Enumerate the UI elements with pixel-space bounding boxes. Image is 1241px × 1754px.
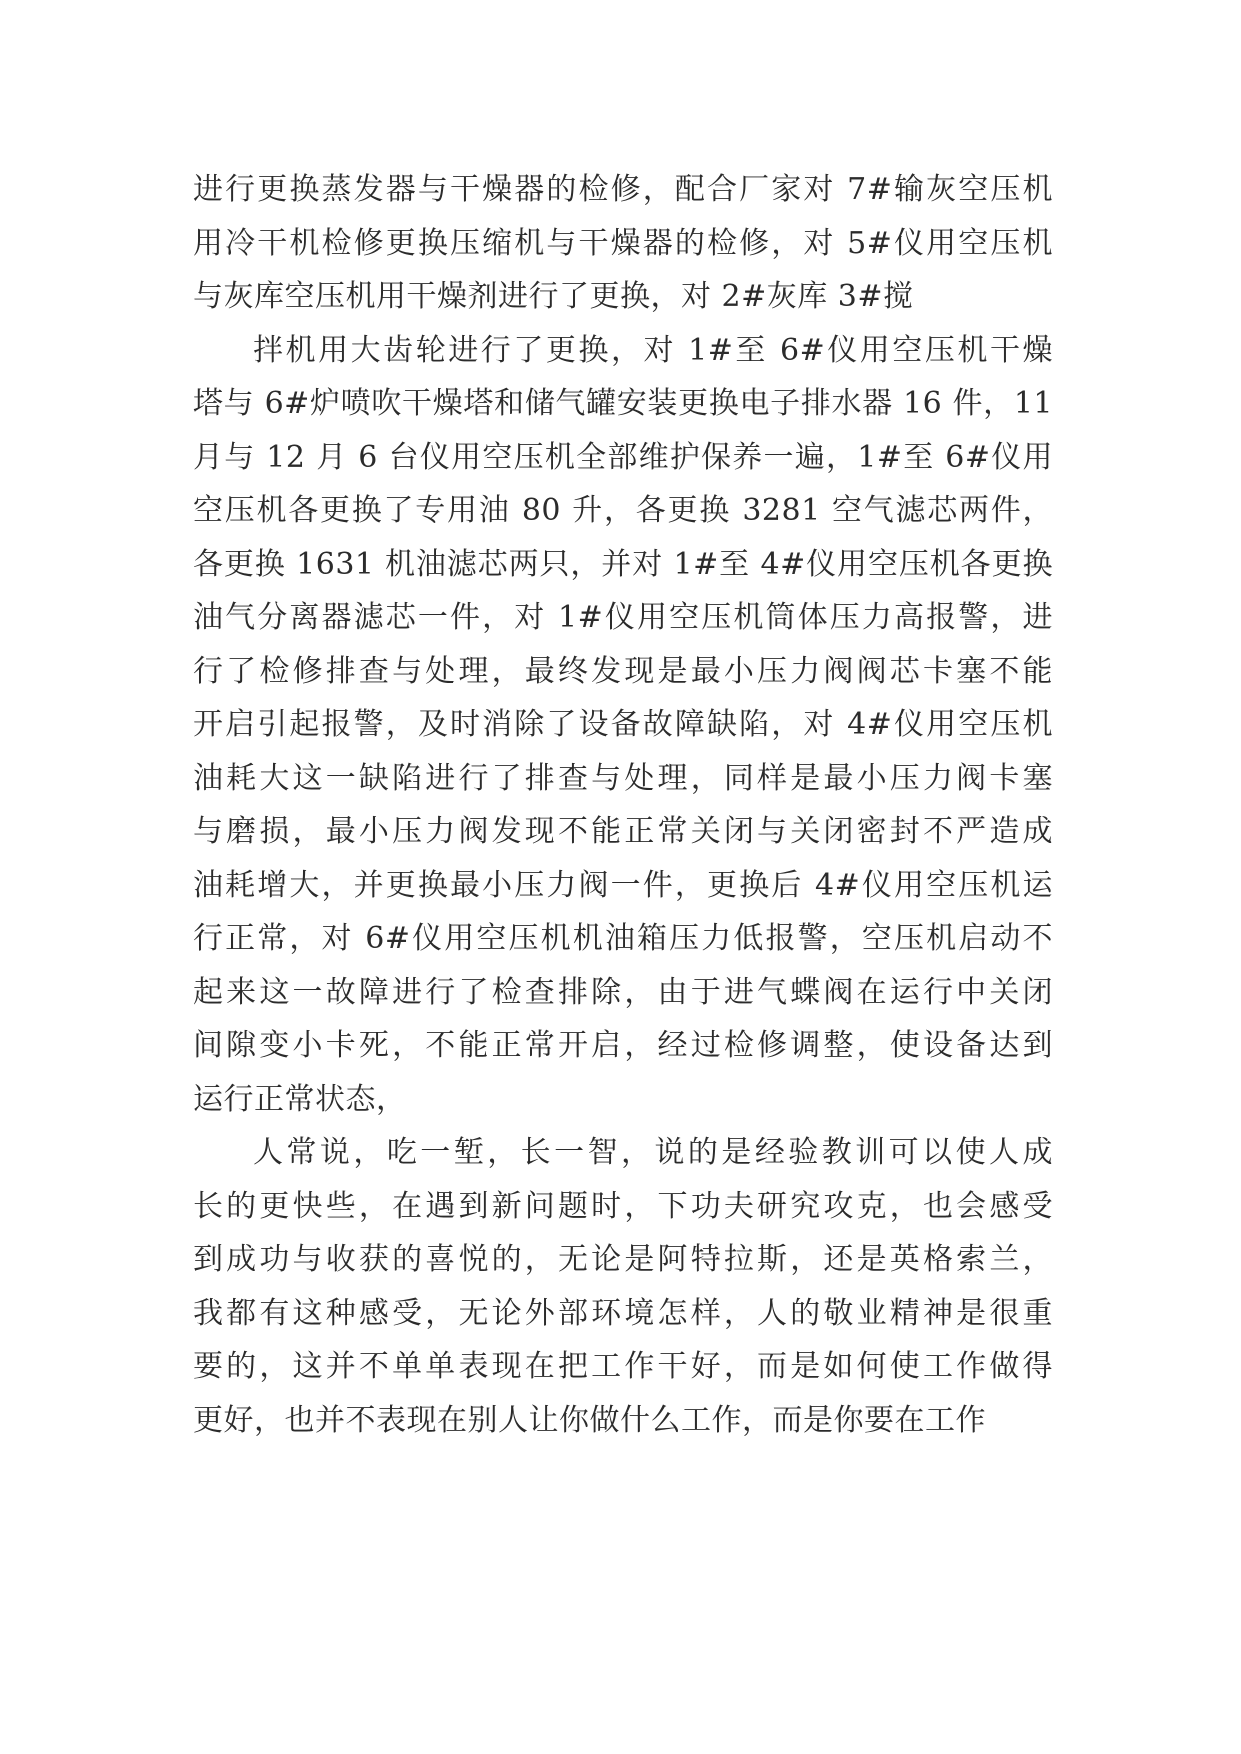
text-line: 我都有这种感受，无论外部环境怎样，人的敬业精神是很重 bbox=[193, 1295, 1053, 1331]
text-line: 用冷干机检修更换压缩机与干燥器的检修，对 5#仪用空压机 bbox=[193, 225, 1053, 261]
text-line: 油耗增大，并更换最小压力阀一件，更换后 4#仪用空压机运 bbox=[193, 867, 1053, 903]
text-line: 油气分离器滤芯一件，对 1#仪用空压机筒体压力高报警，进 bbox=[193, 600, 1053, 635]
text-line: 要的，这并不单单表现在把工作干好，而是如何使工作做得 bbox=[193, 1349, 1053, 1384]
text-line: 空压机各更换了专用油 80 升，各更换 3281 空气滤芯两件， bbox=[193, 493, 1053, 528]
text-line: 油耗大这一缺陷进行了排查与处理，同样是最小压力阀卡塞 bbox=[193, 760, 1053, 796]
document-body bbox=[193, 163, 1053, 1447]
text-line: 塔与 6#炉喷吹干燥塔和储气罐安装更换电子排水器 16 件，11 bbox=[193, 386, 1053, 421]
paragraph-3 bbox=[193, 1126, 1053, 1447]
text-line: 拌机用大齿轮进行了更换，对 1#至 6#仪用空压机干燥 bbox=[253, 332, 1053, 368]
text-line: 开启引起报警，及时消除了设备故障缺陷，对 4#仪用空压机 bbox=[193, 707, 1053, 742]
text-line: 月与 12 月 6 台仪用空压机全部维护保养一遍，1#至 6#仪用 bbox=[193, 439, 1053, 475]
text-line: 行了检修排查与处理，最终发现是最小压力阀阀芯卡塞不能 bbox=[193, 653, 1053, 689]
paragraph-1 bbox=[193, 163, 1053, 324]
text-line: 人常说，吃一堑，长一智，说的是经验教训可以使人成 bbox=[253, 1135, 1053, 1170]
text-line: 到成功与收获的喜悦的，无论是阿特拉斯，还是英格索兰， bbox=[193, 1242, 1053, 1277]
paragraph-2 bbox=[193, 324, 1053, 1127]
text-line: 行正常，对 6#仪用空压机机油箱压力低报警，空压机启动不 bbox=[193, 921, 1053, 956]
text-line: 间隙变小卡死，不能正常开启，经过检修调整，使设备达到 bbox=[193, 1028, 1053, 1063]
text-line: 与磨损，最小压力阀发现不能正常关闭与关闭密封不严造成 bbox=[193, 814, 1053, 849]
text-line: 与灰库空压机用干燥剂进行了更换，对 2#灰库 3#搅 bbox=[193, 279, 914, 314]
text-line: 各更换 1631 机油滤芯两只，并对 1#至 4#仪用空压机各更换 bbox=[193, 546, 1053, 582]
text-line: 运行正常状态， bbox=[193, 1081, 407, 1117]
text-line: 起来这一故障进行了检查排除，由于进气蝶阀在运行中关闭 bbox=[193, 974, 1053, 1010]
text-line: 长的更快些，在遇到新问题时，下功夫研究攻克，也会感受 bbox=[193, 1188, 1053, 1224]
text-line: 更好，也并不表现在别人让你做什么工作，而是你要在工作 bbox=[193, 1402, 986, 1438]
text-line: 进行更换蒸发器与干燥器的检修，配合厂家对 7#输灰空压机 bbox=[193, 172, 1053, 207]
